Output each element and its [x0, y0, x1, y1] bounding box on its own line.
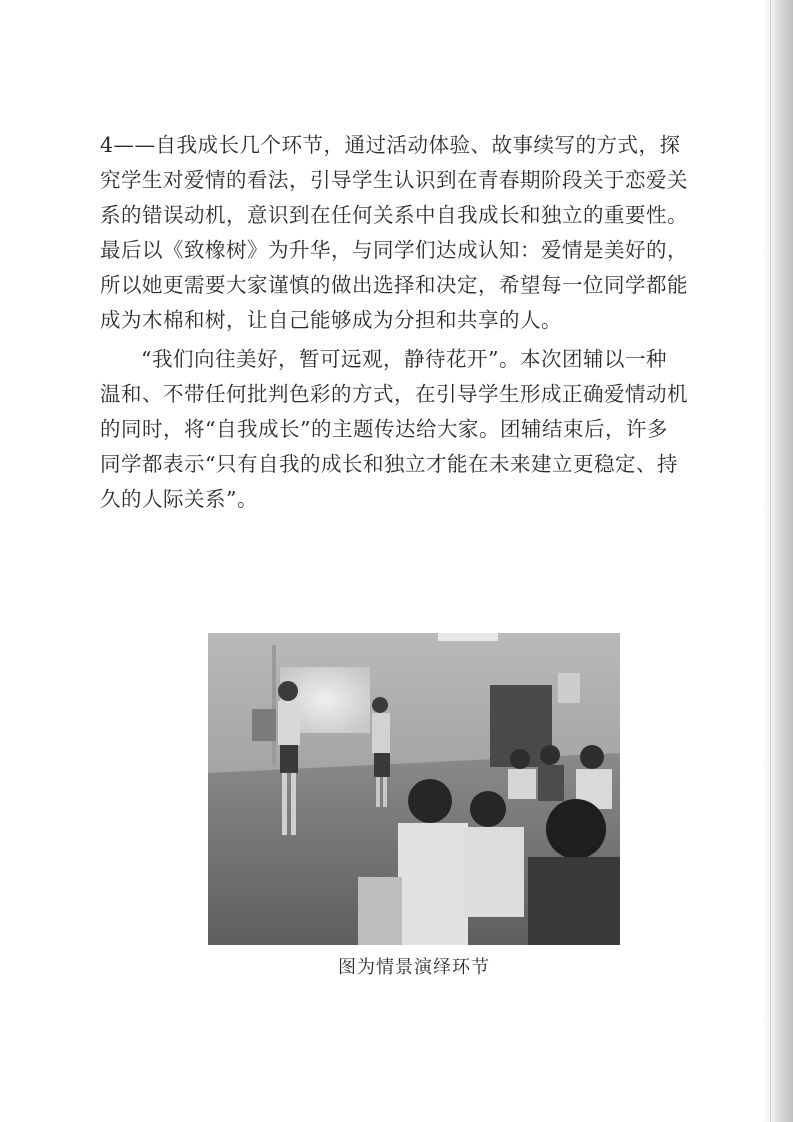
paragraph-line: 最后以《致橡树》为升华，与同学们达成认知：爱情是美好的， — [100, 238, 688, 262]
paragraph-1 — [100, 128, 696, 338]
paragraph-line: 系的错误动机，意识到在任何关系中自我成长和独立的重要性。 — [100, 203, 688, 227]
figure-caption: 图为情景演绎环节 — [338, 957, 490, 978]
paragraph-line: 的同时，将“自我成长”的主题传达给大家。团辅结束后，许多 — [100, 417, 668, 441]
paragraph-line: 温和、不带任何批判色彩的方式，在引导学生形成正确爱情动机 — [100, 382, 688, 406]
scene-photo — [208, 633, 620, 945]
paragraph-line: 所以她更需要大家谨慎的做出选择和决定，希望每一位同学都能 — [100, 273, 688, 297]
paragraph-line: 究学生对爱情的看法，引导学生认识到在青春期阶段关于恋爱关 — [100, 168, 688, 192]
body-text — [100, 128, 696, 517]
paragraph-line: “我们向往美好，暂可远观，静待花开”。本次团辅以一种 — [141, 347, 667, 371]
page-edge-shadow — [763, 0, 793, 1122]
paragraph-line: 同学都表示“只有自我的成长和独立才能在未来建立更稳定、持 — [100, 452, 678, 476]
paragraph-line: 久的人际关系”。 — [100, 487, 258, 511]
paragraph-line: 成为木棉和树，让自己能够成为分担和共享的人。 — [100, 308, 562, 332]
paragraph-2 — [100, 342, 696, 517]
scene-photo-drawing — [208, 633, 620, 945]
paragraph-line: 4——自我成长几个环节，通过活动体验、故事续写的方式，探 — [100, 133, 681, 157]
page-edge-line — [770, 0, 771, 1122]
